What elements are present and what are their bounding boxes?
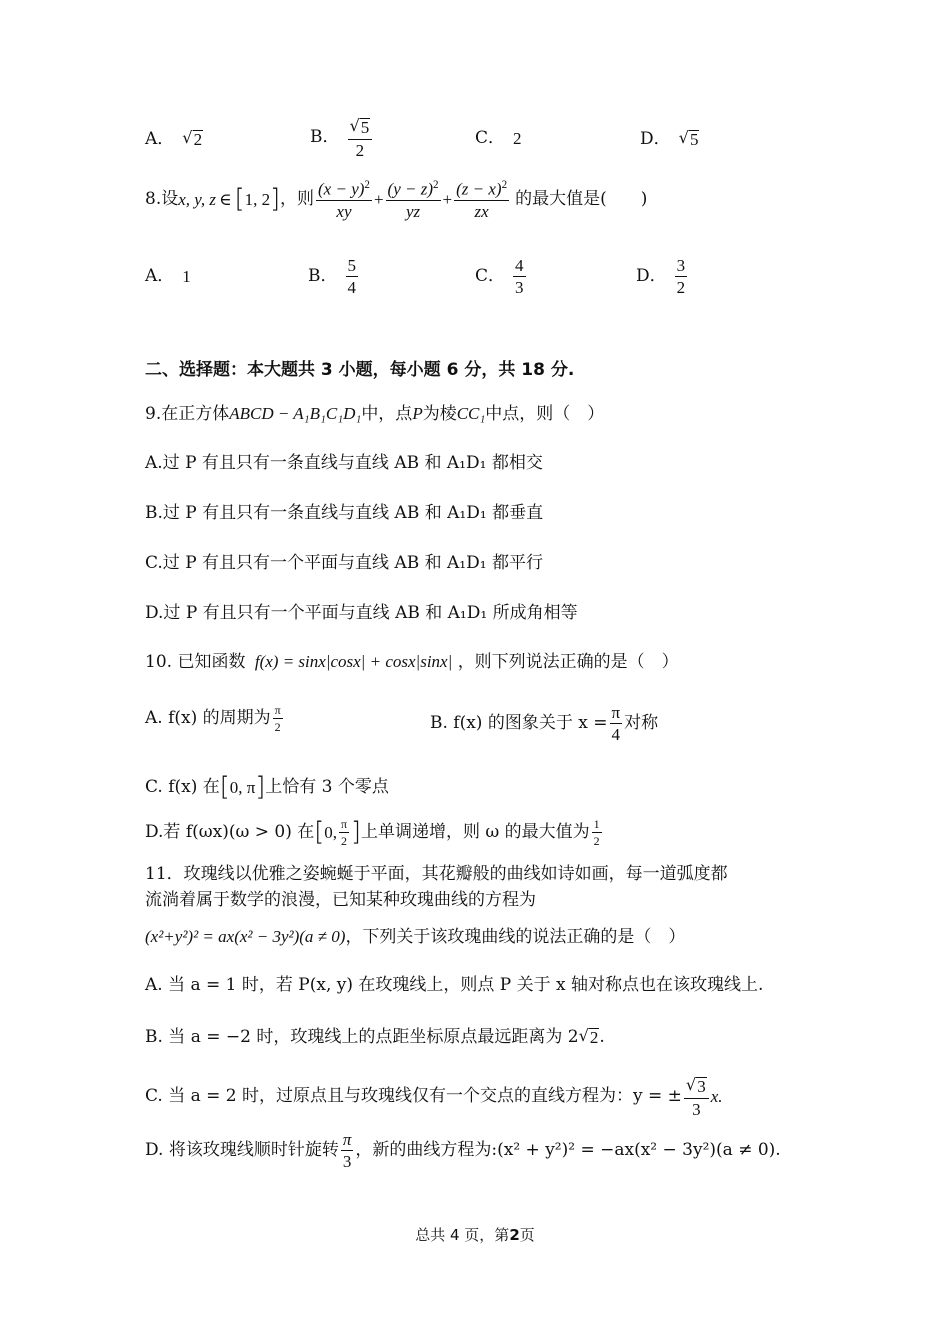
radicand: 2 <box>589 1028 599 1047</box>
exponent: 2 <box>501 179 508 191</box>
option-label: A． <box>145 266 175 286</box>
q8-option-a <box>145 268 191 285</box>
option-label: C． <box>475 128 506 148</box>
fraction-2 <box>386 180 441 220</box>
fraction: √ 5 2 <box>348 117 373 159</box>
bracket: [ <box>234 184 245 215</box>
stem-text: 为棱 <box>422 404 457 424</box>
q10-option-b <box>430 704 658 743</box>
numerator: (x − y) <box>318 179 365 199</box>
interval: 0, π <box>229 778 256 798</box>
fraction <box>339 818 349 847</box>
option-text: ，新的曲线方程为:(x² + y²)² = −ax(x² − 3y²)(a ≠ 0). <box>355 1140 781 1160</box>
interval-start: 0, <box>324 823 337 842</box>
fraction <box>610 704 623 743</box>
option-text: A. f(x) 的周期为 <box>145 708 271 728</box>
rose-equation: (x²+y²)² = ax(x² − 3y²)(a ≠ 0) <box>145 927 346 946</box>
q9-option-b: B.过 P 有且只有一条直线与直线 AB 和 A₁D₁ 都垂直 <box>145 503 544 523</box>
option-text: C. 当 a = 2 时，过原点且与玫瑰线仅有一个交点的直线方程为：y = ± <box>145 1086 682 1107</box>
q11-stem-line2: 流淌着属于数学的浪漫，已知某种玫瑰曲线的方程为 <box>145 890 536 910</box>
bracket: [ <box>219 772 230 802</box>
sqrt-expr: √ 2 <box>182 128 203 149</box>
exponent: 2 <box>364 179 370 191</box>
q8-option-c <box>475 257 528 296</box>
radicand: 3 <box>697 1077 706 1096</box>
option-label: A． <box>145 128 175 149</box>
option-text: x. <box>710 1087 723 1107</box>
q7-option-a <box>145 130 203 149</box>
option-text: 上恰有 3 个零点 <box>265 777 389 798</box>
denominator: zx <box>474 201 489 221</box>
fraction <box>592 818 602 847</box>
option-text: B. f(x) 的图象关于 x = <box>430 713 608 733</box>
q10-option-c <box>145 772 389 802</box>
stem-text: 中点，则（ ） <box>485 404 605 424</box>
numerator: π <box>340 817 348 831</box>
radicand: 5 <box>689 130 699 149</box>
connector: ，则 <box>280 189 315 210</box>
option-label: C． <box>475 266 506 286</box>
q11-option-d <box>145 1131 781 1170</box>
q9-stem <box>145 405 604 423</box>
option-text: 对称 <box>624 713 659 733</box>
numerator: (y − z) <box>387 179 433 199</box>
denominator: 4 <box>347 278 356 297</box>
q9-option-d: D.过 P 有且只有一个平面与直线 AB 和 A₁D₁ 所成角相等 <box>145 603 578 623</box>
radicand: 5 <box>360 118 370 137</box>
q7-option-b <box>310 117 374 159</box>
fraction <box>513 257 526 296</box>
option-label: B． <box>308 266 338 286</box>
option-value: 2 <box>513 129 522 148</box>
q11-stem-line1: 11．玫瑰线以优雅之姿蜿蜒于平面，其花瓣般的曲线如诗如画，每一道弧度都 <box>145 864 728 884</box>
q11-option-b <box>145 1028 605 1047</box>
footer-text: 页 <box>519 1226 535 1244</box>
denominator: 2 <box>355 140 365 160</box>
option-text: C. f(x) 在 <box>145 777 220 798</box>
question-suffix: 的最大值是( ) <box>515 189 648 210</box>
q9-option-c: C.过 P 有且只有一个平面与直线 AB 和 A₁D₁ 都平行 <box>145 553 543 573</box>
q11-stem-line3 <box>145 928 685 946</box>
q11-option-c <box>145 1076 723 1118</box>
element-symbol: ∈ <box>219 190 232 210</box>
numerator: (z − x) <box>456 179 502 199</box>
denominator: 2 <box>593 834 600 848</box>
denominator: 2 <box>676 278 686 297</box>
q8-option-b <box>308 257 360 296</box>
denominator: 3 <box>515 278 524 297</box>
bracket: ] <box>255 772 266 802</box>
bracket: [ <box>314 816 325 847</box>
denominator: 3 <box>342 1152 352 1171</box>
stem-text: ，则下列说法正确的是（ ） <box>457 652 679 672</box>
q7-option-d <box>640 130 699 149</box>
fraction-3 <box>454 180 509 220</box>
sqrt-expr: √ 5 <box>678 128 699 149</box>
q9-option-a: A.过 P 有且只有一条直线与直线 AB 和 A₁D₁ 都相交 <box>145 453 543 473</box>
denominator: 2 <box>340 834 347 848</box>
q7-option-c <box>475 130 522 147</box>
page-number: 2 <box>509 1226 520 1244</box>
option-text: B. 当 a = −2 时，玫瑰线上的点距坐标原点最远距离为 2 <box>145 1026 579 1047</box>
exponent: 2 <box>433 179 439 191</box>
variables: x, y, z <box>178 190 217 210</box>
numerator: 1 <box>593 817 600 831</box>
denominator: yz <box>405 201 421 221</box>
fraction <box>675 257 688 296</box>
numerator: 4 <box>515 256 524 275</box>
section-heading: 二、选择题：本大题共 3 小题，每小题 6 分，共 18 分. <box>145 360 575 380</box>
fraction <box>346 257 359 296</box>
option-text: . <box>599 1026 605 1047</box>
interval: 1, 2 <box>244 190 271 210</box>
function-def: f(x) = sinx|cosx| + cosx|sinx| <box>254 652 453 671</box>
q8-option-d <box>636 257 689 296</box>
option-text: 上单调递增，则 ω 的最大值为 <box>360 822 590 842</box>
q8-stem: 8.设 x, y, z ∈ [ 1, 2 ] ，则 $\frac{(x - y)^2}{xy}$ + $\frac{(y - z)^2}{yz}$ + $\frac{(z - x)^2}{zx}$ 的最大值是( ) <box>145 179 648 221</box>
q10-option-d <box>145 818 604 847</box>
q11-option-a: A. 当 a = 1 时，若 P(x, y) 在玫瑰线上，则点 P 关于 x 轴对称点也在该玫瑰线上. <box>145 975 764 995</box>
edge-name: CC₁ <box>456 404 486 423</box>
denominator: 4 <box>611 725 621 744</box>
q10-option-a <box>145 704 285 733</box>
radicand: 2 <box>193 130 203 149</box>
option-text: D.若 f(ωx)(ω > 0) 在 <box>145 822 315 842</box>
stem-text: ，下列关于该玫瑰曲线的说法正确的是（ ） <box>345 927 686 947</box>
option-label: D． <box>640 128 671 149</box>
numerator: 5 <box>347 256 356 275</box>
fraction <box>341 1131 354 1170</box>
option-label: D． <box>636 266 667 286</box>
stem-text: 中，点 <box>361 404 413 424</box>
numerator: 3 <box>676 256 686 275</box>
q10-stem <box>145 653 679 671</box>
bracket: ] <box>351 816 361 847</box>
bracket: ] <box>270 184 281 215</box>
numerator: π <box>611 703 621 722</box>
option-text: D. 将该玫瑰线顺时针旋转 <box>145 1140 339 1160</box>
stem-text: 9.在正方体 <box>145 404 230 424</box>
page-footer <box>0 1224 950 1245</box>
cube-name: ABCD − A₁B₁C₁D₁ <box>229 404 362 423</box>
point-name: P <box>412 404 423 423</box>
question-prefix: 8.设 <box>145 189 179 210</box>
numerator: π <box>274 703 281 717</box>
option-value: 1 <box>182 267 191 286</box>
fraction-1 <box>316 180 372 220</box>
stem-text: 10. 已知函数 <box>145 652 246 672</box>
footer-text: 总共 4 页，第 <box>415 1226 510 1244</box>
fraction <box>273 704 283 733</box>
sqrt-expr: √ 2 <box>578 1026 599 1047</box>
denominator: 2 <box>274 720 281 734</box>
fraction: √ 3 3 <box>684 1076 709 1118</box>
numerator: π <box>342 1130 352 1149</box>
option-label: B． <box>310 127 340 148</box>
denominator: 3 <box>692 1099 701 1119</box>
denominator: xy <box>336 201 352 221</box>
